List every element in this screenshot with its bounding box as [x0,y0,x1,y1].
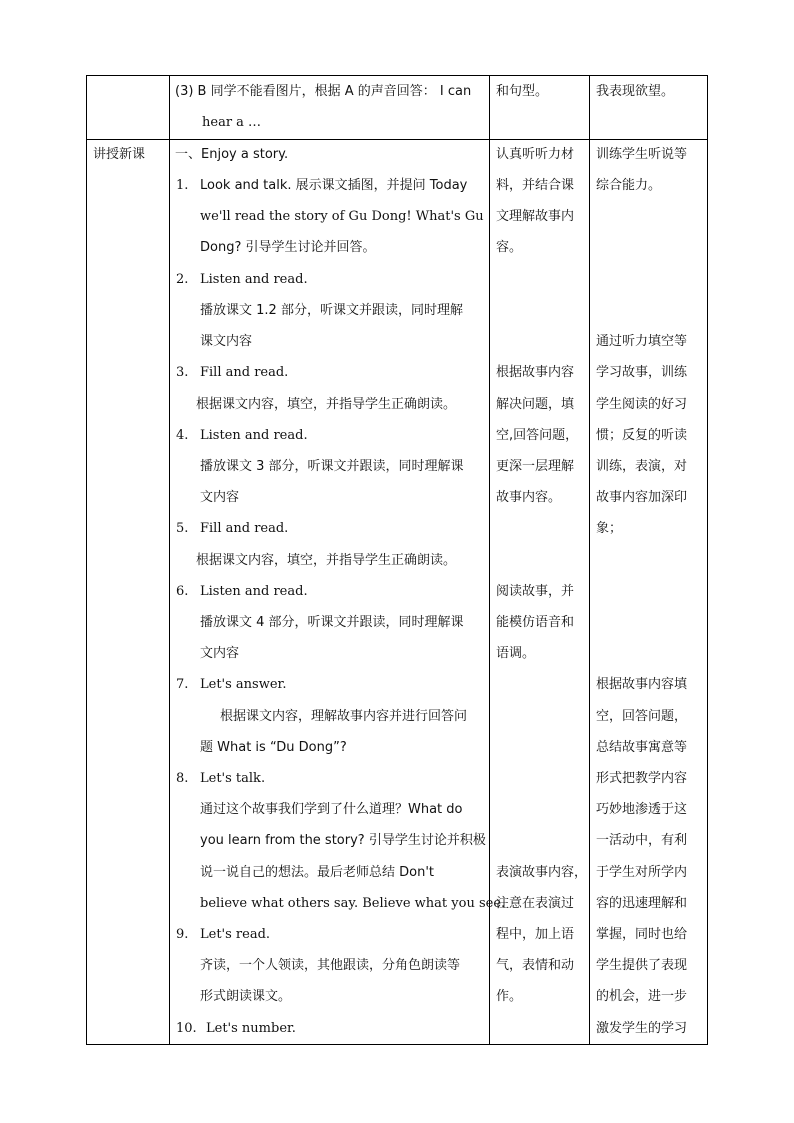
step-text: Dong? 引导学生讨论并回答。 [200,240,376,255]
step-text: 播放课文 4 部分，听课文并跟读，同时理解课 [200,615,464,630]
intent-line: 学习故事，训练 [596,365,688,380]
step-text: 说一说自己的想法。最后老师总结 Don't [200,865,435,880]
intent-line: 训练，表演，对 [596,459,688,474]
step-number: 5. [176,521,189,536]
intent-line: 的机会，进一步 [596,989,688,1004]
section-heading: 一、Enjoy a story. [175,147,289,162]
step-number: 1. [176,178,189,193]
step-text: 文内容 [200,490,240,505]
intent-line: 象； [596,521,623,536]
step-number: 9. [176,927,189,942]
intent-line: 形式把教学内容 [596,771,688,786]
intent-line: 一活动中，有利 [596,833,688,848]
activity-line: 认真听听力材 [496,147,575,162]
step-title: Let's number. [206,1021,296,1036]
step-text: 根据课文内容，填空，并指导学生正确朗读。 [196,553,457,568]
table-border-right [707,75,708,1044]
step-number: 7. [176,677,189,692]
step-text: 播放课文 1.2 部分，听课文并跟读，同时理解 [200,303,463,318]
step-text: we'll read the story of Gu Dong! What's Gu [200,209,484,224]
step-title: Listen and read. [200,428,308,443]
step-text: 根据课文内容，填空，并指导学生正确朗读。 [196,397,457,412]
activity-line: 语调。 [496,646,536,661]
activity-line: 作。 [496,989,523,1004]
step-text: you learn from the story? 引导学生讨论并积极 [200,833,486,848]
col-divider-1 [169,75,170,1044]
step-number: 10. [176,1021,197,1036]
activity-line: 程中，加上语 [496,927,575,942]
row-divider [86,139,708,140]
intent-line: 综合能力。 [596,178,662,193]
intent-line: 巧妙地渗透于这 [596,802,688,817]
intent-line: 掌握，同时也给 [596,927,688,942]
step-number: 2. [176,272,189,287]
intent-line: 空，回答问题， [596,709,688,724]
section-label: 讲授新课 [93,147,146,162]
activity-line: 表演故事内容， [496,865,588,880]
step-text: 播放课文 3 部分，听课文并跟读，同时理解课 [200,459,464,474]
activity-line: 根据故事内容 [496,365,575,380]
step-text: 文内容 [200,646,240,661]
step-title: Fill and read. [200,365,289,380]
intent-line: 总结故事寓意等 [596,740,688,755]
step-number: 6. [176,584,189,599]
step-title: Let's answer. [200,677,287,692]
step-title: Look and talk. 展示课文插图，并提问 Today [200,178,468,193]
table-border-bottom [86,1044,708,1045]
step-text: 根据课文内容，理解故事内容并进行回答问 [220,709,468,724]
step-text: believe what others say. Believe what you see. [200,896,506,911]
row1-col2-line: (3) B 同学不能看图片，根据 A 的声音回答： I can [175,84,472,99]
activity-line: 更深一层理解 [496,459,575,474]
step-text: 课文内容 [200,334,253,349]
step-number: 8. [176,771,189,786]
activity-line: 空,回答问题， [496,428,579,443]
table-border-left [86,75,87,1044]
step-title: Listen and read. [200,272,308,287]
intent-line: 通过听力填空等 [596,334,688,349]
step-title: Let's read. [200,927,271,942]
col-divider-3 [589,75,590,1044]
step-text: 形式朗读课文。 [200,989,292,1004]
intent-line: 于学生对所学内 [596,865,688,880]
intent-line: 惯；反复的听读 [596,428,688,443]
step-title: Listen and read. [200,584,308,599]
row1-col4-line: 我表现欲望。 [596,84,675,99]
activity-line: 注意在表演过 [496,896,575,911]
table-border-top [86,75,708,76]
row1-col2-line: hear a … [202,115,262,130]
activity-line: 文理解故事内 [496,209,575,224]
activity-line: 容。 [496,240,523,255]
activity-line: 能模仿语音和 [496,615,575,630]
activity-line: 故事内容。 [496,490,562,505]
step-text: 齐读，一个人领读，其他跟读，分角色朗读等 [200,958,461,973]
step-text: 通过这个故事我们学到了什么道理？What do [200,802,463,817]
intent-line: 学生提供了表现 [596,958,688,973]
step-title: Fill and read. [200,521,289,536]
row1-col3-line: 和句型。 [496,84,549,99]
activity-line: 阅读故事，并 [496,584,575,599]
activity-line: 料，并结合课 [496,178,575,193]
step-title: Let's talk. [200,771,266,786]
intent-line: 容的迅速理解和 [596,896,688,911]
intent-line: 激发学生的学习 [596,1021,688,1036]
intent-line: 训练学生听说等 [596,147,688,162]
activity-line: 解决问题，填 [496,397,575,412]
intent-line: 学生阅读的好习 [596,397,688,412]
activity-line: 气，表情和动 [496,958,575,973]
step-number: 3. [176,365,189,380]
intent-line: 根据故事内容填 [596,677,688,692]
step-text: 题 What is “Du Dong”? [200,740,347,755]
step-number: 4. [176,428,189,443]
intent-line: 故事内容加深印 [596,490,688,505]
